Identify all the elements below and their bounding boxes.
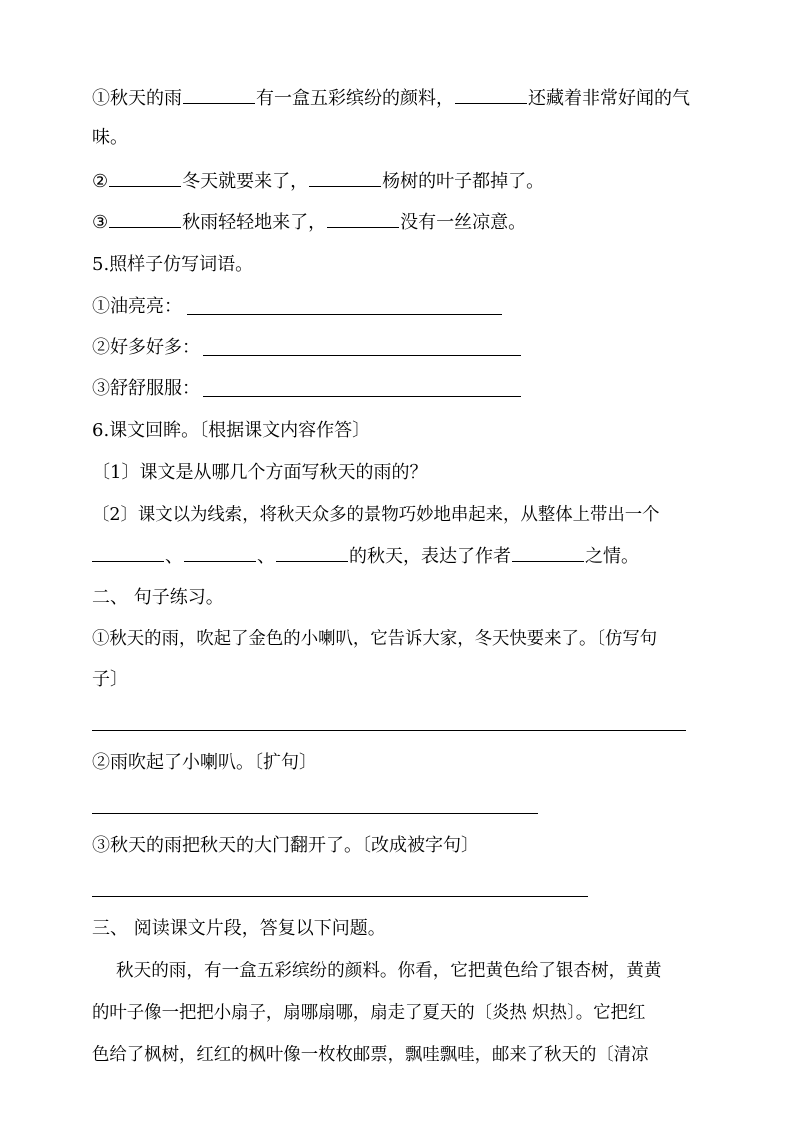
q4-item3-text-b: 秋雨轻轻地来了，: [182, 212, 327, 233]
q6-text-mid: 的秋天，表达了作者: [349, 546, 511, 567]
q6-sub-2: 〔2〕课文以为线索，将秋天众多的景物巧妙地串起来，从整体上带出一个: [92, 505, 660, 525]
q4-item-1: [92, 86, 714, 111]
q5-item2-label: ②好多好多：: [92, 337, 200, 358]
q6-sub-1: 〔1〕课文是从哪几个方面写秋天的雨的？: [92, 462, 428, 483]
q5-item-3: [92, 377, 714, 401]
section2-item3: ③秋天的雨把秋天的大门翻开了。〔改成被字句〕: [92, 835, 479, 856]
q6-blank-1[interactable]: [92, 544, 164, 562]
q6-blank-3[interactable]: [276, 544, 348, 562]
q4-item-3: [92, 210, 714, 235]
section2-item1-answer-line[interactable]: [92, 730, 686, 731]
q4-item-2: [92, 169, 714, 194]
q5-item1-label: ①油亮亮：: [92, 296, 182, 317]
q6-sep-1: 、: [165, 546, 183, 567]
section3-para-line2: 的叶子像一把把小扇子，扇哪扇哪，扇走了夏天的〔炎热 炽热〕。它把红: [92, 1003, 646, 1023]
q4-item3-blank-2[interactable]: [327, 210, 399, 228]
section3-title: 三、 阅读课文片段，答复以下问题。: [92, 918, 386, 939]
section2-item1-line1: ①秋天的雨，吹起了金色的小喇叭，它告诉大家，冬天快要来了。〔仿写句: [92, 629, 658, 649]
q4-item3-text-c: 没有一丝凉意。: [400, 212, 527, 233]
q6-text-end: 之情。: [585, 546, 639, 567]
q5-item2-answer-line[interactable]: [203, 355, 521, 356]
section2-item1-line2: 子〕: [92, 669, 128, 690]
section2-item3-answer-line[interactable]: [92, 896, 588, 897]
q4-item3-blank-1[interactable]: [109, 210, 181, 228]
section2-item2-answer-line[interactable]: [92, 813, 538, 814]
q4-item2-blank-2[interactable]: [309, 169, 381, 187]
q5-item-1: [92, 295, 714, 319]
q5-item3-answer-line[interactable]: [203, 396, 521, 397]
section2-title: 二、 句子练习。: [92, 587, 224, 608]
q5-item-2: [92, 336, 714, 360]
q4-item2-text-a: ②: [92, 171, 109, 192]
q6-blank-4[interactable]: [512, 544, 584, 562]
q6-sep-2: 、: [257, 546, 275, 567]
q4-item3-text-a: ③: [92, 212, 109, 233]
q6-blank-2[interactable]: [184, 544, 256, 562]
q6-title: 6.课文回眸。〔根据课文内容作答〕: [92, 420, 371, 441]
q4-item2-text-b: 冬天就要来了，: [182, 171, 309, 192]
q4-item1-blank-1[interactable]: [183, 86, 255, 104]
q4-item-1-cont: [92, 126, 714, 150]
q4-item1-text-a: ①秋天的雨: [92, 88, 182, 109]
section3-para-line1: 秋天的雨，有一盒五彩缤纷的颜料。你看，它把黄色给了银杏树，黄黄: [116, 961, 662, 981]
q4-item1-text-b: 有一盒五彩缤纷的颜料，: [256, 88, 454, 109]
section3-para-line3: 色给了枫树，红红的枫叶像一枚枚邮票，飘哇飘哇，邮来了秋天的〔清凉: [92, 1045, 649, 1065]
q5-item3-label: ③舒舒服服：: [92, 378, 200, 399]
section2-item2: ②雨吹起了小喇叭。〔扩句〕: [92, 752, 317, 773]
q4-item2-text-c: 杨树的叶子都掉了。: [382, 171, 545, 192]
q5-item1-answer-line[interactable]: [187, 314, 502, 315]
q4-item1-text-c: 还藏着非常好闻的气: [528, 88, 690, 109]
q5-title: 5.照样子仿写词语。: [92, 254, 254, 275]
q4-item1-blank-2[interactable]: [455, 86, 527, 104]
q4-item1-text-d: 味。: [92, 127, 128, 148]
q6-sub-2-blanks: [92, 544, 714, 569]
q4-item2-blank-1[interactable]: [109, 169, 181, 187]
